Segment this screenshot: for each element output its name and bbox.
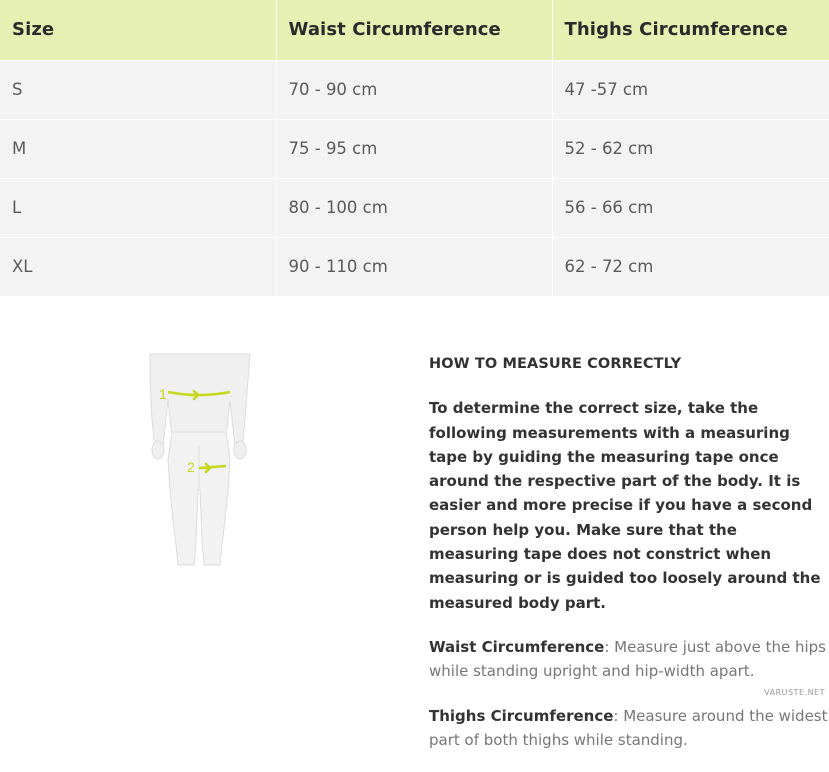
left-hand xyxy=(152,441,164,459)
cell-size: M xyxy=(0,119,276,178)
table-row xyxy=(0,178,829,237)
cell-size: XL xyxy=(0,237,276,296)
table-header-row xyxy=(0,0,829,60)
cell-waist: 75 - 95 cm xyxy=(276,119,552,178)
marker-1-label: 1 xyxy=(159,386,167,402)
waist-instruction-text: : Measure just above the hips while standing upright and hip-width apart. xyxy=(429,637,826,681)
cell-thighs: 62 - 72 cm xyxy=(564,257,654,277)
size-chart-table xyxy=(0,0,829,296)
cell-size: S xyxy=(0,60,276,119)
instructions-intro: To determine the correct size, take the following measurements with a measuring tape by guiding the measuring tape once around the respective part of the body. It is easier and more precise if you have a second person help you. Make sure that the measuring tape does not constrict when measuring or is guided too loosely around the measured body part. xyxy=(429,399,821,612)
thighs-instruction-text: : Measure around the widest part of both thighs while standing. xyxy=(429,706,828,749)
cell-thighs: 52 - 62 cm xyxy=(564,139,654,158)
header-thighs: Thighs Circumference xyxy=(564,19,788,41)
table-row xyxy=(0,60,829,119)
header-size: Size xyxy=(0,0,276,60)
cell-waist: 80 - 100 cm xyxy=(276,178,552,237)
cell-thighs: 47 -57 cm xyxy=(564,80,649,99)
cell-waist: 70 - 90 cm xyxy=(276,60,552,119)
instructions-heading: HOW TO MEASURE CORRECTLY xyxy=(429,356,682,372)
watermark: VARUSTE.NET xyxy=(764,688,825,697)
table-row xyxy=(0,119,829,178)
waist-instruction-label: Waist Circumference xyxy=(429,637,605,656)
cell-waist: 90 - 110 cm xyxy=(276,237,552,296)
measurement-instructions xyxy=(429,352,829,772)
waist-instruction xyxy=(429,635,829,684)
thighs-instruction-label: Thighs Circumference xyxy=(429,706,614,725)
header-waist: Waist Circumference xyxy=(276,0,552,60)
cell-size: L xyxy=(0,178,276,237)
body-silhouette-illustration xyxy=(140,350,260,575)
cell-thighs: 56 - 66 cm xyxy=(564,198,654,217)
right-hand xyxy=(234,441,246,459)
table-row xyxy=(0,237,829,296)
marker-2-label: 2 xyxy=(187,459,195,475)
body-measurement-figure xyxy=(140,350,260,575)
thighs-instruction xyxy=(429,704,829,753)
